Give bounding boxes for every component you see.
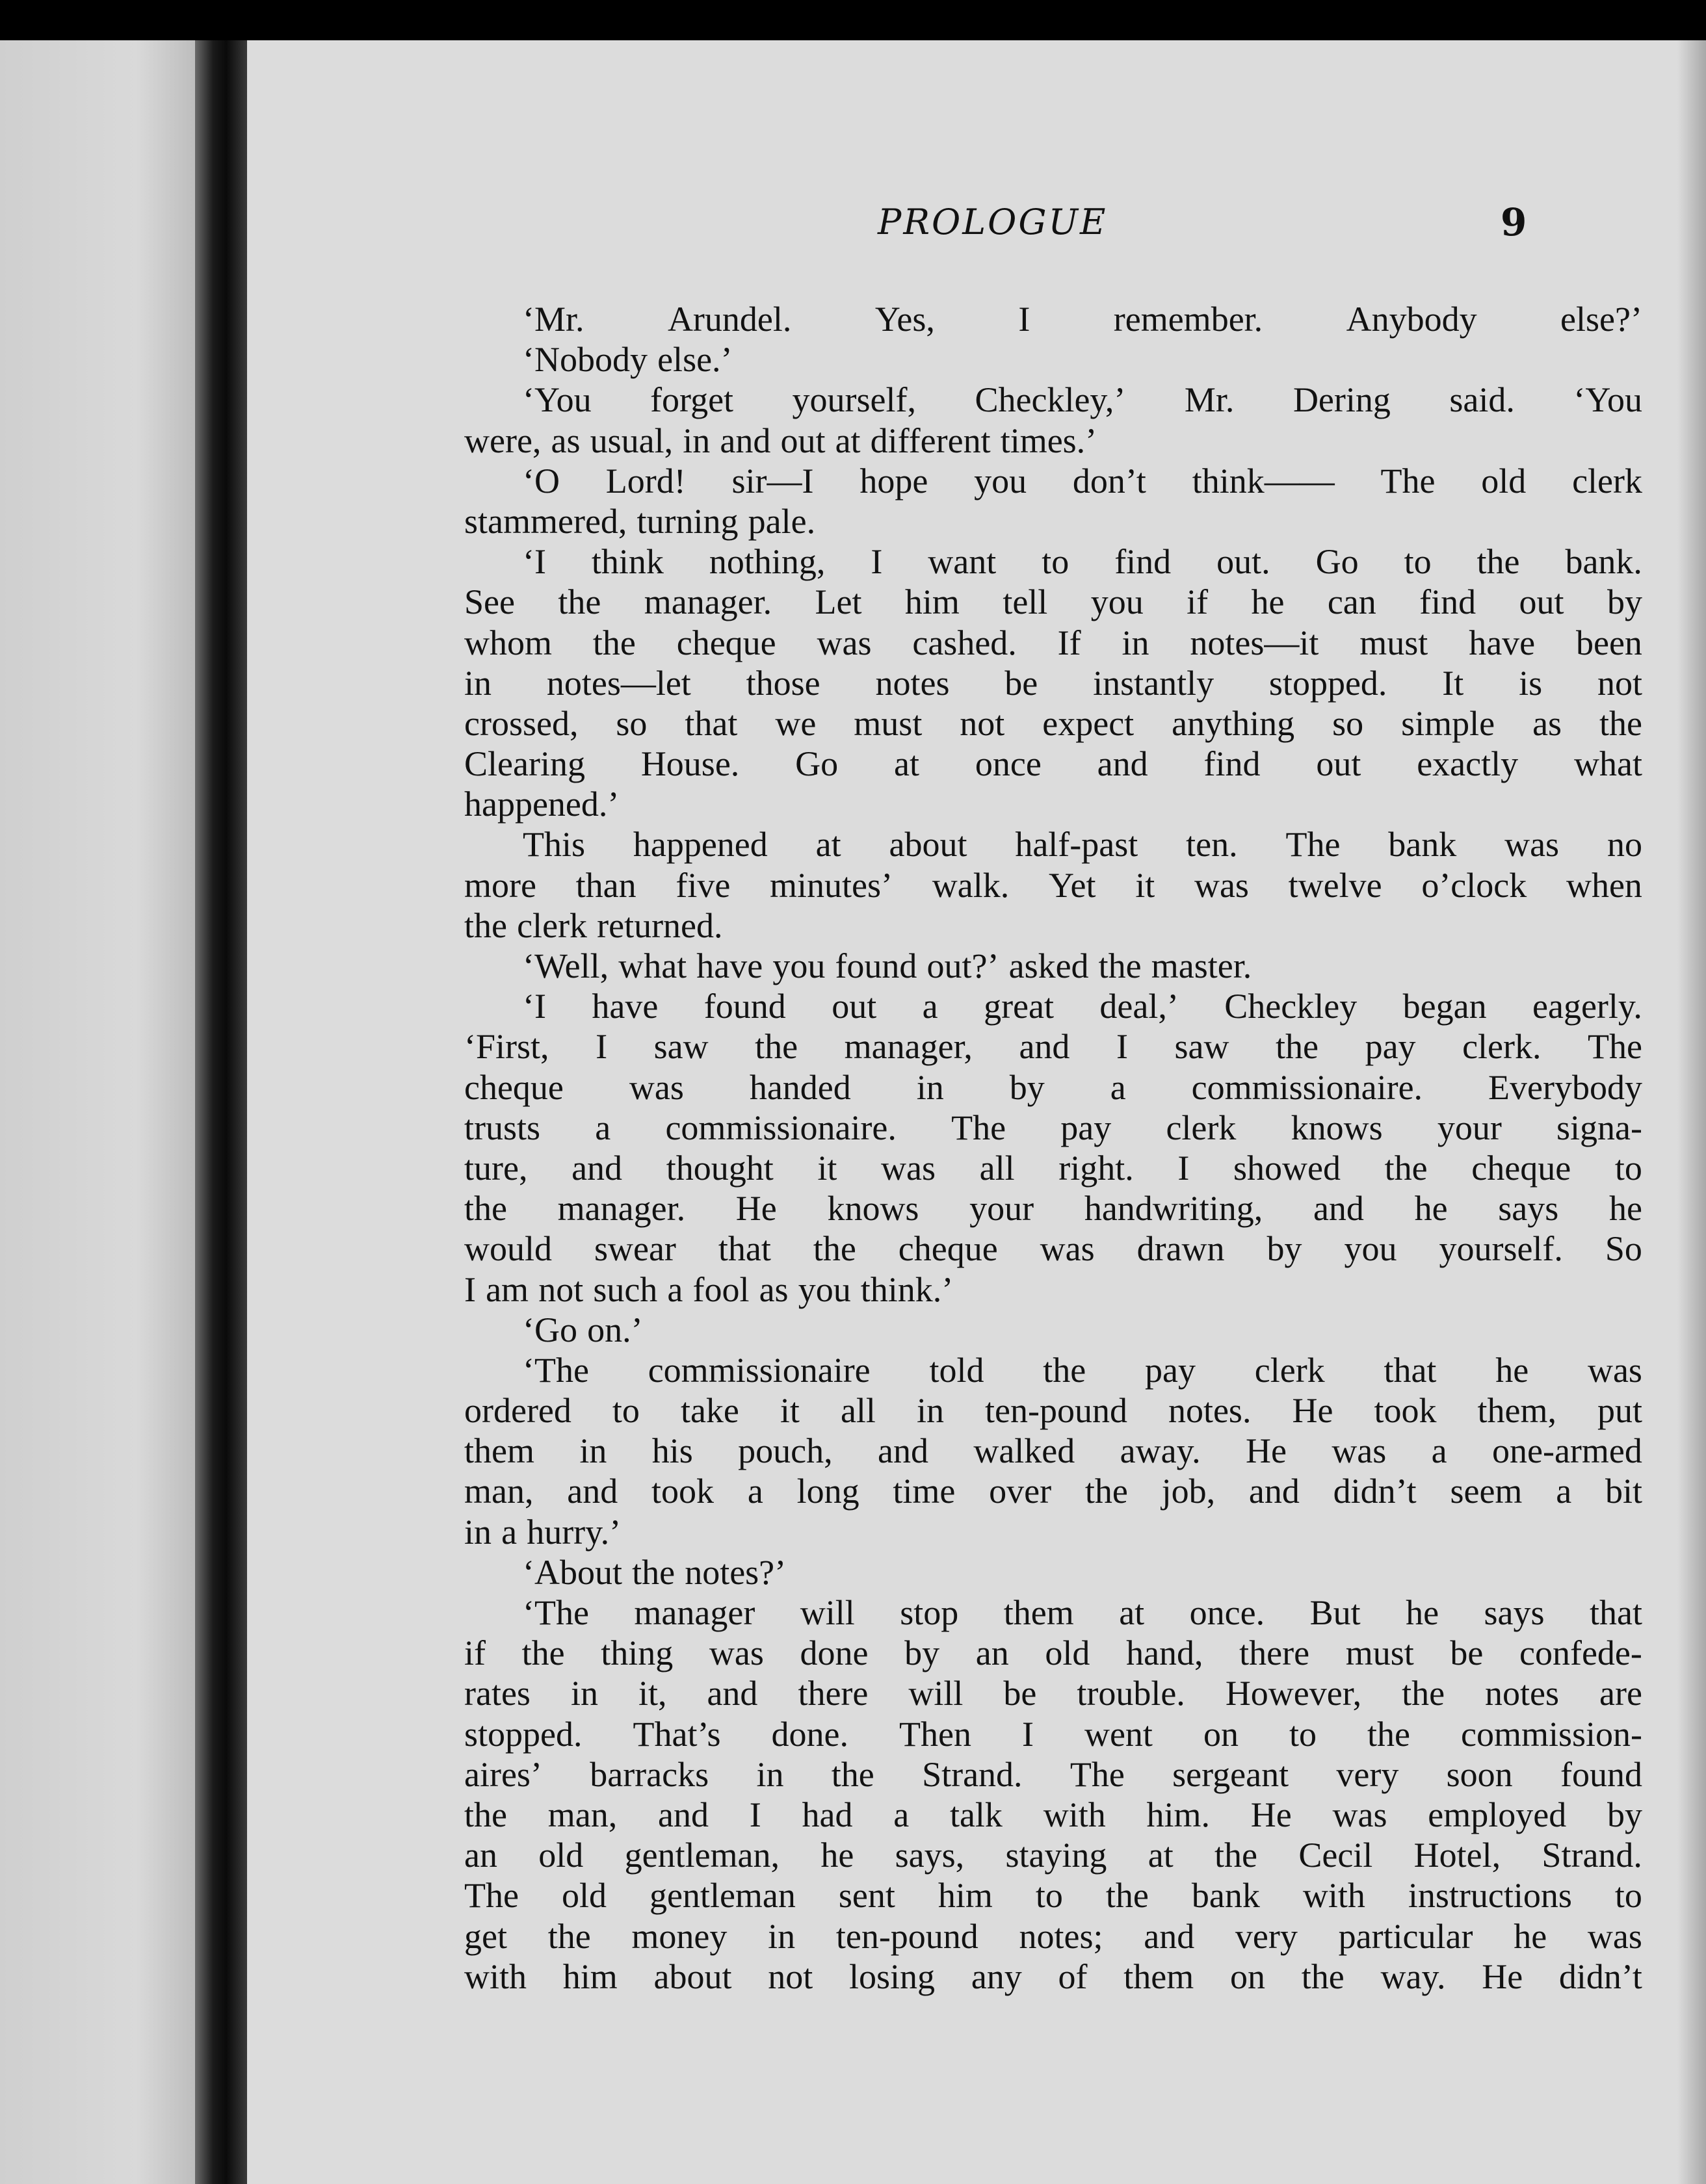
book-page [247,40,1706,2184]
text-line: ‘First, I saw the manager, and I saw the pay clerk. The [464,1027,1642,1067]
text-line: the manager. He knows your handwriting, and he says he [464,1189,1642,1228]
text-line: ‘You forget yourself, Checkley,’ Mr. Dering said. ‘You [523,380,1642,420]
text-line: in a hurry.’ [464,1512,622,1552]
running-head [247,196,1706,248]
body-text [464,299,1642,1997]
text-line: This happened at about half-past ten. The bank was no [523,825,1642,864]
running-title: PROLOGUE [878,202,1108,242]
text-line: ture, and thought it was all right. I showed the cheque to [464,1148,1642,1188]
text-line: whom the cheque was cashed. If in notes—it must have been [464,623,1642,662]
text-line: ordered to take it all in ten-pound notes. He took them, put [464,1391,1642,1431]
scan-top-border [0,0,1706,40]
text-line: I am not such a fool as you think.’ [464,1269,954,1309]
text-line: them in his pouch, and walked away. He was a one-armed [464,1431,1642,1471]
text-line: in notes—let those notes be instantly stopped. It is not [464,663,1642,703]
facing-page-edge [0,40,195,2184]
text-line: Clearing House. Go at once and find out exactly what [464,744,1642,784]
text-line: ‘Go on.’ [523,1310,643,1349]
text-line: stopped. That’s done. Then I went on to the commission- [464,1714,1642,1754]
text-line: trusts a commissionaire. The pay clerk knows your signa- [464,1108,1642,1147]
page-right-edge [1677,40,1706,2184]
text-line: ‘The manager will stop them at once. But he says that [523,1593,1642,1632]
text-line: ‘Well, what have you found out?’ asked the master. [523,946,1252,985]
text-line: cheque was handed in by a commissionaire. Everybody [464,1067,1642,1107]
text-line: more than five minutes’ walk. Yet it was twelve o’clock when [464,865,1642,905]
text-line: the man, and I had a talk with him. He was employed by [464,1795,1642,1834]
text-line: the clerk returned. [464,905,723,945]
text-line: rates in it, and there will be trouble. However, the notes are [464,1674,1642,1713]
text-line: crossed, so that we must not expect anything so simple as the [464,703,1642,743]
text-line: ‘The commissionaire told the pay clerk that he was [523,1350,1642,1390]
text-line: ‘I think nothing, I want to find out. Go to the bank. [523,542,1642,582]
text-line: an old gentleman, he says, staying at the Cecil Hotel, Strand. [464,1836,1642,1875]
text-line: ‘Mr. Arundel. Yes, I remember. Anybody else?’ [523,300,1642,339]
text-line: ‘O Lord! sir—I hope you don’t think—— The old clerk [523,461,1642,500]
text-line: ‘About the notes?’ [523,1552,787,1592]
text-line: stammered, turning pale. [464,501,816,541]
text-line: man, and took a long time over the job, and didn’t seem a bit [464,1472,1642,1511]
text-line: would swear that the cheque was drawn by you yourself. So [464,1229,1642,1269]
text-line: happened.’ [464,785,620,824]
text-line: with him about not losing any of them on the way. He didn’t [464,1956,1642,1996]
text-line: ‘Nobody else.’ [523,340,733,380]
page-number: 9 [1501,200,1527,244]
text-line: ‘I have found out a great deal,’ Checkley began eagerly. [523,987,1642,1026]
text-line: were, as usual, in and out at different times.’ [464,421,1097,460]
text-line: aires’ barracks in the Strand. The sergeant very soon found [464,1754,1642,1794]
text-line: See the manager. Let him tell you if he can find out by [464,582,1642,622]
text-line: The old gentleman sent him to the bank with instructions to [464,1876,1642,1916]
text-line: if the thing was done by an old hand, there must be confede- [464,1633,1642,1673]
text-line: get the money in ten-pound notes; and very particular he was [464,1916,1642,1956]
book-gutter [195,40,247,2184]
